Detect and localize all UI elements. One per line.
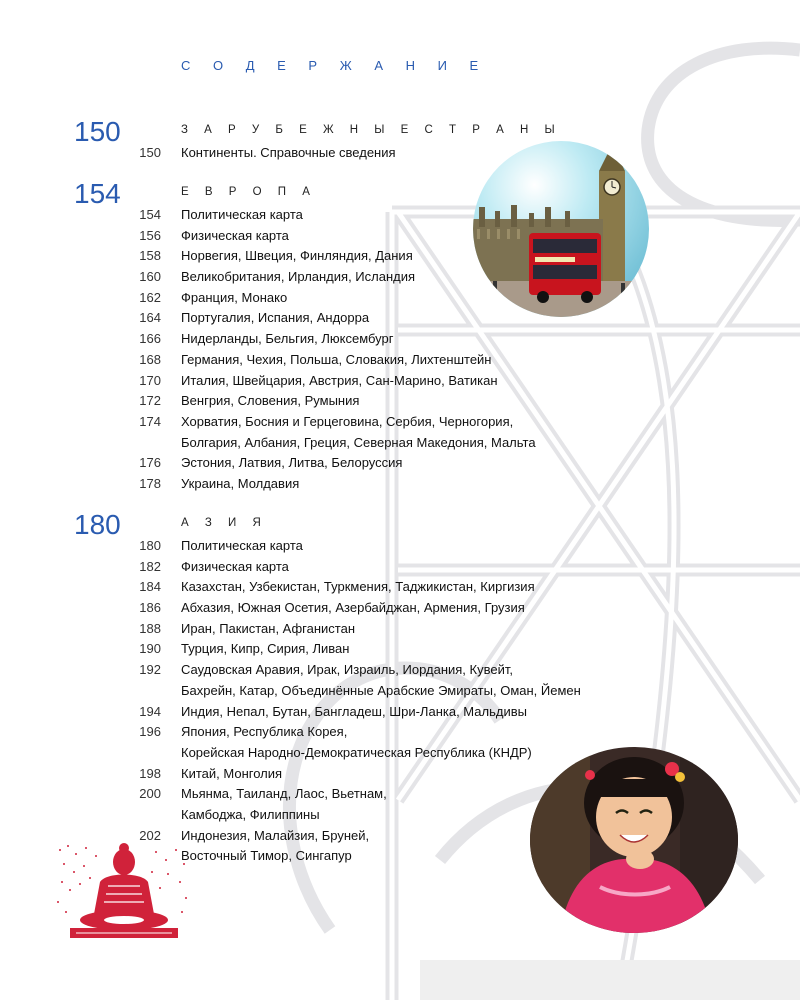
entry-text: Мьянма, Таиланд, Лаос, Вьетнам,: [181, 786, 387, 802]
toc-entry[interactable]: [0, 579, 800, 600]
entry-text: Камбоджа, Филиппины: [181, 806, 320, 822]
toc-entry[interactable]: [0, 145, 800, 166]
entry-text: Политическая карта: [181, 538, 303, 553]
entry-text: Португалия, Испания, Андорра: [181, 310, 370, 326]
entry-text: Турция, Кипр, Сирия, Ливан: [181, 641, 350, 657]
toc-entry[interactable]: [0, 600, 800, 621]
toc-entry[interactable]: [0, 228, 800, 249]
toc-entry[interactable]: [0, 704, 800, 725]
toc-entry[interactable]: [0, 641, 800, 662]
section-page-number: 154: [74, 178, 121, 209]
entry-page: 178: [139, 475, 161, 491]
section-title: А З И Я: [181, 517, 268, 529]
entry-page: 154: [139, 207, 161, 222]
toc-entry[interactable]: [0, 373, 800, 394]
entry-page: 166: [139, 331, 161, 347]
entry-text: Политическая карта: [181, 207, 303, 222]
toc-entry[interactable]: [0, 724, 800, 745]
london-photo: [473, 141, 649, 317]
entry-page: 186: [139, 600, 161, 616]
entry-text: Япония, Республика Корея,: [181, 724, 348, 740]
entry-text: Украина, Молдавия: [181, 475, 300, 491]
toc-entry[interactable]: [0, 559, 800, 580]
toc-entry[interactable]: [0, 414, 800, 435]
toc-entry[interactable]: [0, 662, 800, 683]
section-page-number: 150: [74, 116, 121, 147]
entry-page: 156: [139, 227, 161, 243]
entry-text: Физическая карта: [181, 558, 289, 574]
entry-text: Венгрия, Словения, Румыния: [181, 393, 360, 409]
entry-page: 168: [139, 351, 161, 367]
entry-text: Иран, Пакистан, Афганистан: [181, 620, 356, 636]
entry-text: Германия, Чехия, Польша, Словакия, Лихтенштейн: [181, 351, 492, 367]
entry-page: 182: [139, 558, 161, 574]
entry-page: 194: [139, 703, 161, 719]
entry-text: Хорватия, Босния и Герцеговина, Сербия, Черногория,: [181, 413, 514, 429]
toc-entry[interactable]: [0, 269, 800, 290]
toc-entry[interactable]: [0, 455, 800, 476]
toc-entry[interactable]: [0, 538, 800, 559]
entry-page: 200: [139, 786, 161, 802]
entry-text: Эстония, Латвия, Литва, Белоруссия: [181, 455, 403, 471]
entry-page: 180: [139, 538, 161, 553]
toc-entry[interactable]: [0, 248, 800, 269]
entry-list: [0, 207, 800, 497]
entry-text: Франция, Монако: [181, 289, 288, 305]
entry-text: Физическая карта: [181, 227, 289, 243]
entry-text: Китай, Монголия: [181, 765, 283, 781]
toc-entry[interactable]: [0, 476, 800, 497]
entry-page: 170: [139, 372, 161, 388]
entry-text: Италия, Швейцария, Австрия, Сан-Марино, Ватикан: [181, 372, 498, 388]
entry-page: 174: [139, 413, 161, 429]
entry-list: [0, 145, 800, 166]
toc-entry[interactable]: [0, 331, 800, 352]
girl-photo: [530, 747, 738, 933]
entry-text: Корейская Народно-Демократическая Республика (КНДР): [181, 744, 532, 760]
entry-page: 164: [139, 310, 161, 326]
entry-page: 190: [139, 641, 161, 657]
entry-page: 176: [139, 455, 161, 471]
toc-entry[interactable]: [0, 621, 800, 642]
toc-entry[interactable]: [0, 207, 800, 228]
entry-text: Бахрейн, Катар, Объединённые Арабские Эмираты, Оман, Йемен: [181, 682, 581, 698]
entry-text: Болгария, Албания, Греция, Северная Македония, Мальта: [181, 434, 536, 450]
contents-heading: С О Д Е Р Ж А Н И Е: [181, 58, 488, 73]
entry-text: Нидерланды, Бельгия, Люксембург: [181, 331, 394, 347]
entry-page: 162: [139, 289, 161, 305]
entry-text: Абхазия, Южная Осетия, Азербайджан, Армения, Грузия: [181, 600, 525, 616]
section-title: З А Р У Б Е Ж Н Ы Е С Т Р А Н Ы: [181, 124, 562, 136]
entry-page: 158: [139, 248, 161, 264]
entry-page: 188: [139, 620, 161, 636]
entry-text: Восточный Тимор, Сингапур: [181, 848, 352, 864]
entry-page: 184: [139, 579, 161, 595]
entry-text: Норвегия, Швеция, Финляндия, Дания: [181, 248, 413, 264]
entry-page: 196: [139, 724, 161, 740]
toc-entry-continuation[interactable]: [0, 683, 800, 704]
toc-entry[interactable]: [0, 352, 800, 373]
section-page-number: 180: [74, 509, 121, 540]
entry-page: 150: [139, 145, 161, 160]
entry-page: 198: [139, 765, 161, 781]
entry-page: 172: [139, 393, 161, 409]
entry-text: Индонезия, Малайзия, Бруней,: [181, 827, 370, 843]
buddha-illustration: [56, 842, 192, 947]
entry-page: 160: [139, 269, 161, 285]
toc-entry-continuation[interactable]: [0, 435, 800, 456]
entry-text: Саудовская Аравия, Ирак, Израиль, Иордания, Кувейт,: [181, 662, 513, 678]
toc-entry[interactable]: [0, 310, 800, 331]
toc-entry[interactable]: [0, 393, 800, 414]
entry-page: 202: [139, 827, 161, 843]
entry-page: 192: [139, 662, 161, 678]
entry-text: Великобритания, Ирландия, Исландия: [181, 269, 416, 285]
toc-entry[interactable]: [0, 290, 800, 311]
entry-text: Индия, Непал, Бутан, Бангладеш, Шри-Ланка, Мальдивы: [181, 703, 527, 719]
entry-text: Казахстан, Узбекистан, Туркмения, Таджикистан, Киргизия: [181, 579, 535, 595]
entry-text: Континенты. Справочные сведения: [181, 145, 396, 160]
section-title: Е В Р О П А: [181, 186, 317, 198]
